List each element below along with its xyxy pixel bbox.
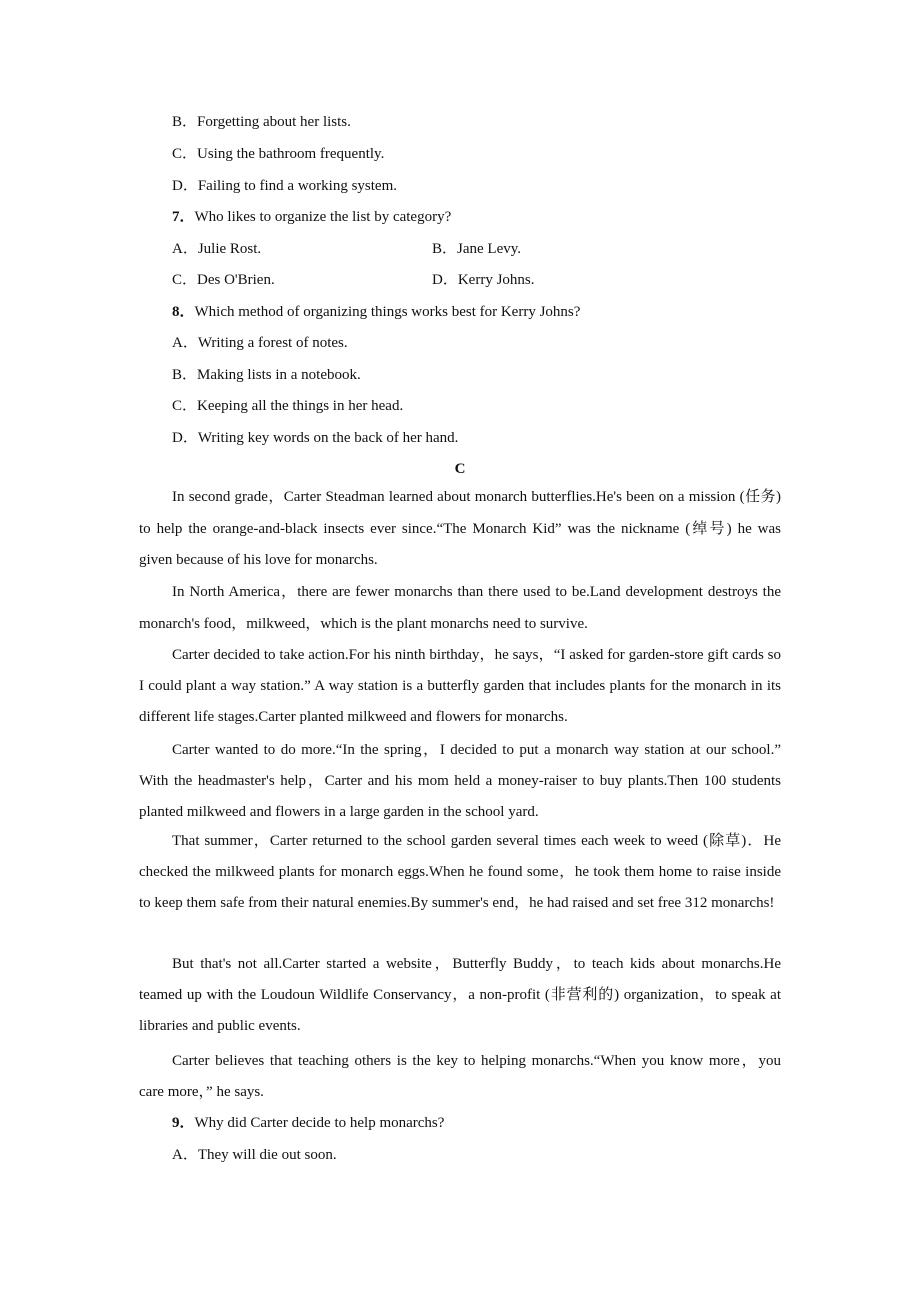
passage-paragraph-4: Carter wanted to do more.“In the spring，I decided to put a monarch way station at our school.” With the headmaster's help，Carter and his mom held a money-raiser to buy plants.Then 100 students planted milkweed and flowers in a large garden in the school yard.: [139, 742, 781, 820]
q6-option-d: D．Failing to find a working system.: [172, 178, 397, 194]
question-8-text: Which method of organizing things works best for Kerry Johns?: [194, 304, 581, 320]
question-7-text: Who likes to organize the list by category?: [194, 209, 452, 225]
q7-option-d: D．Kerry Johns.: [432, 272, 535, 288]
question-8-number: 8．: [172, 304, 195, 320]
question-9-text: Why did Carter decide to help monarchs?: [194, 1115, 445, 1131]
q6-option-c: C．Using the bathroom frequently.: [172, 146, 385, 162]
question-9: [172, 1113, 444, 1133]
question-7-number: 7．: [172, 209, 195, 225]
question-7: [172, 207, 451, 227]
question-9-number: 9．: [172, 1115, 195, 1131]
passage-heading: C: [454, 461, 466, 477]
question-8: [172, 302, 580, 322]
q8-option-d: D．Writing key words on the back of her hand.: [172, 430, 459, 446]
passage-paragraph-6: But that's not all.Carter started a website，Butterfly Buddy，to teach kids about monarchs.He teamed up with the Loudoun Wildlife Conservancy，a non-profit (非营利的) organization，to speak at libraries and public events.: [139, 956, 781, 1034]
q7-option-a: A．Julie Rost.: [172, 241, 262, 257]
passage-paragraph-7: Carter believes that teaching others is the key to helping monarchs.“When you know more，you care more，” he says.: [139, 1053, 781, 1100]
q8-option-c: C．Keeping all the things in her head.: [172, 398, 404, 414]
q8-option-a: A．Writing a forest of notes.: [172, 335, 348, 351]
passage-paragraph-3: Carter decided to take action.For his ninth birthday，he says，“I asked for garden-store gift cards so I could plant a way station.” A way station is a butterfly garden that includes plants for the monarch in its different life stages.Carter planted milkweed and flowers for monarchs.: [139, 647, 781, 725]
q8-option-b: B．Making lists in a notebook.: [172, 367, 361, 383]
passage-paragraph-2: In North America，there are fewer monarchs than there used to be.Land development destroys the monarch's food，milkweed，which is the plant monarchs need to survive.: [139, 584, 781, 632]
q9-option-a: A．They will die out soon.: [172, 1147, 337, 1163]
q7-option-b: B．Jane Levy.: [432, 241, 522, 257]
q6-option-b: B．Forgetting about her lists.: [172, 114, 351, 130]
passage-paragraph-5: That summer，Carter returned to the school garden several times each week to weed (除草)．He checked the milkweed plants for monarch eggs.When he found some，he took them home to raise inside to keep them safe from their natural enemies.By summer's end，he had raised and set free 312 monarchs!: [139, 833, 781, 911]
passage-paragraph-1: In second grade，Carter Steadman learned about monarch butterflies.He's been on a mission (任务) to help the orange-and-black insects ever since.“The Monarch Kid” was the nickname (绰号) he was given because of his love for monarchs.: [139, 489, 781, 568]
q7-option-c: C．Des O'Brien.: [172, 272, 275, 288]
